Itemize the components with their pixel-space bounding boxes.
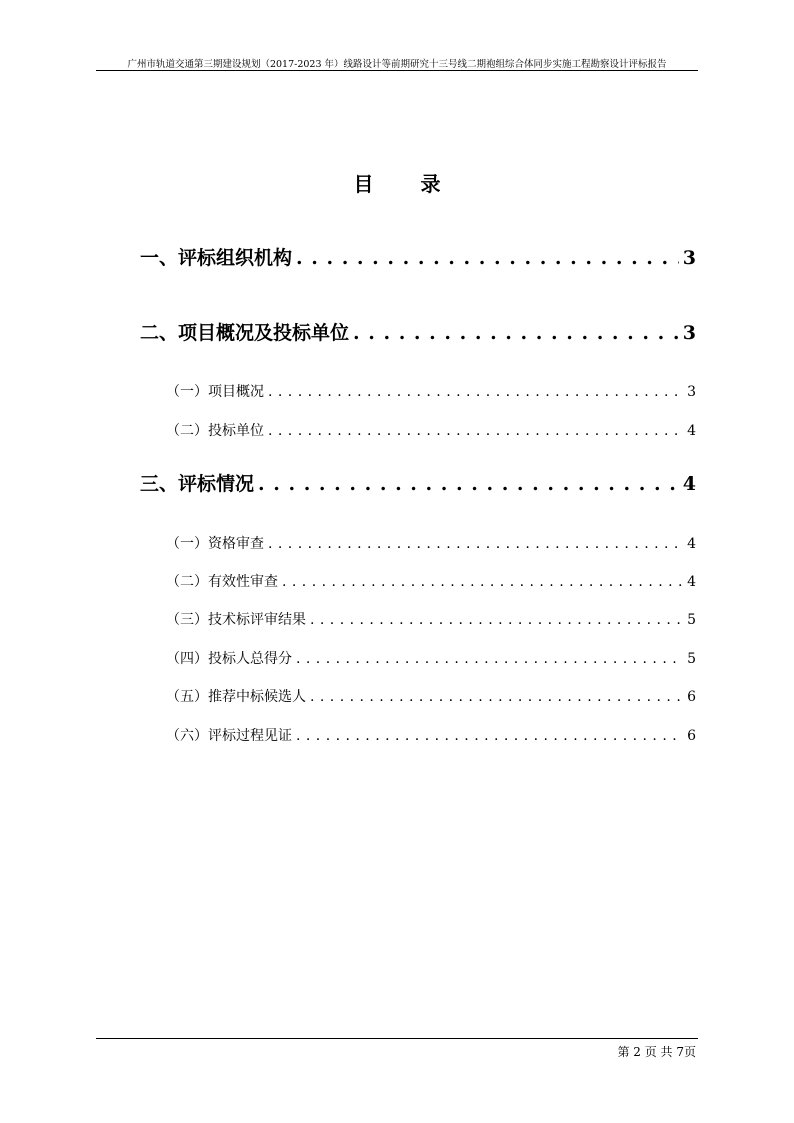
toc-entry-page: 4 (682, 473, 696, 495)
toc-leader-dots (268, 384, 683, 400)
toc-entry-2[interactable] (140, 318, 696, 345)
toc-entry-label: 二、项目概况及投标单位 (140, 322, 350, 344)
toc-title: 目 录 (353, 172, 461, 196)
toc-entry-label: （六）评标过程见证 (166, 728, 292, 744)
toc-entry-page: 3 (682, 322, 696, 344)
toc-entry-3-6[interactable] (166, 725, 696, 745)
footer-divider (96, 1038, 698, 1039)
toc-entry-3[interactable] (140, 469, 696, 496)
toc-leader-dots (258, 473, 679, 495)
page-number: 第 2 页 共 7页 (617, 1045, 696, 1059)
toc-entry-page: 3 (687, 384, 696, 400)
toc-entry-page: 5 (687, 651, 696, 667)
toc-entry-1[interactable] (140, 243, 696, 270)
toc-leader-dots (296, 728, 683, 744)
toc-entry-label: （一）项目概况 (166, 384, 264, 400)
toc-entry-page: 5 (687, 612, 696, 628)
toc-entry-page: 3 (682, 247, 696, 269)
toc-leader-dots (296, 651, 683, 667)
toc-entry-3-2[interactable] (166, 571, 696, 591)
toc-entry-2-2[interactable] (166, 420, 696, 440)
toc-entry-3-1[interactable] (166, 533, 696, 553)
page-header: 广州市轨道交通第三期建设规划（2017-2023 年）线路设计等前期研究十三号线二期袍组综合体同步实施工程勘察设计评标报告 (127, 59, 667, 70)
toc-leader-dots (268, 536, 683, 552)
header-divider (96, 70, 698, 71)
toc-entry-2-1[interactable] (166, 381, 696, 401)
toc-leader-dots (310, 689, 683, 705)
toc-entry-page: 6 (687, 689, 696, 705)
toc-entry-3-5[interactable] (166, 686, 696, 706)
toc-entry-label: （四）投标人总得分 (166, 651, 292, 667)
toc-entry-page: 6 (687, 728, 696, 744)
toc-entry-label: （三）技术标评审结果 (166, 612, 306, 628)
toc-leader-dots (310, 612, 683, 628)
toc-entry-label: （二）有效性审查 (166, 574, 278, 590)
toc-leader-dots (282, 574, 683, 590)
toc-leader-dots (268, 423, 683, 439)
toc-leader-dots (353, 322, 679, 344)
toc-entry-page: 4 (687, 423, 696, 439)
toc-entry-3-4[interactable] (166, 648, 696, 668)
toc-entry-label: 三、评标情况 (140, 473, 255, 495)
toc-entry-page: 4 (687, 574, 696, 590)
toc-entry-label: （五）推荐中标候选人 (166, 689, 306, 705)
toc-entry-label: 一、评标组织机构 (140, 247, 293, 269)
toc-entry-3-3[interactable] (166, 609, 696, 629)
toc-entry-label: （一）资格审查 (166, 536, 264, 552)
toc-entry-page: 4 (687, 536, 696, 552)
toc-entry-label: （二）投标单位 (166, 423, 264, 439)
toc-leader-dots (296, 247, 679, 269)
